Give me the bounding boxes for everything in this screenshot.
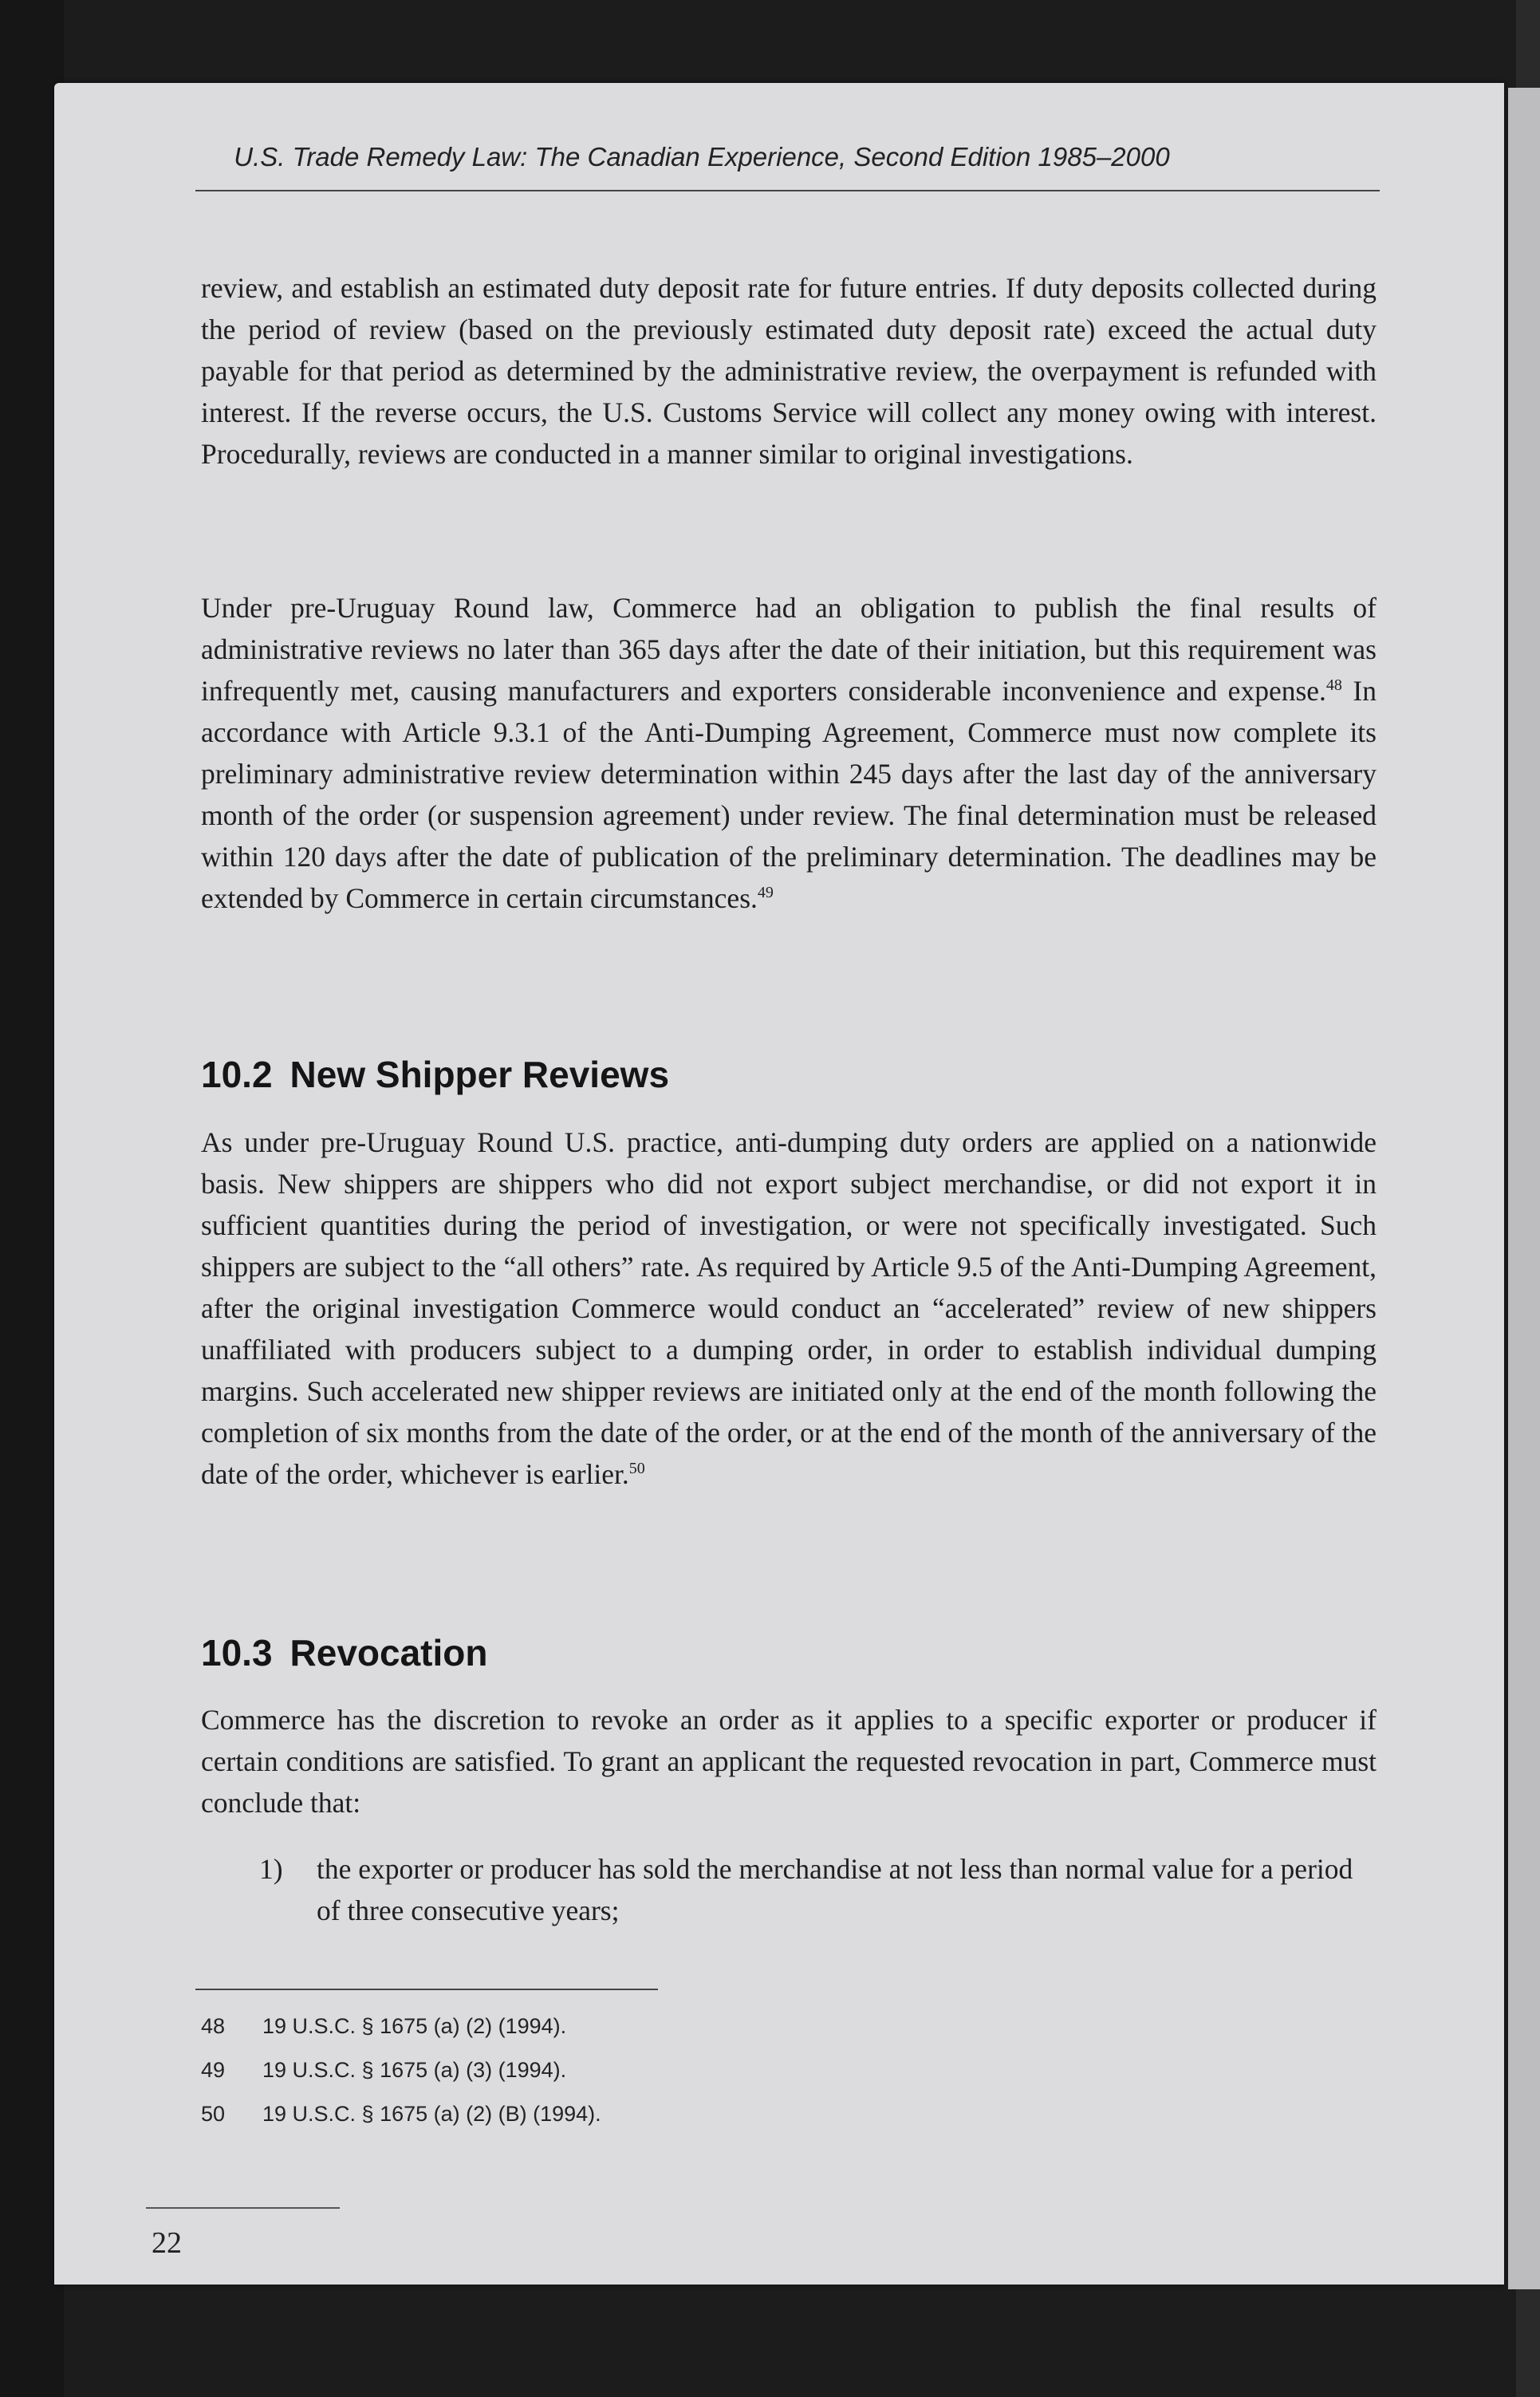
paragraph-text: As under pre-Uruguay Round U.S. practice, anti-dumping duty orders are applied on a nationwide basis. New shippers are shippers who did not export subject merchandise, or did not export it in sufficient quantities during the period of investigation, or were not specifically investigated. Such shippers are subject to the “all others” rate. As required by Article 9.5 of the Anti-Dumping Agreement, after the original investigation Commerce would conduct an “accelerated” review of new shippers unaffiliated with producers subject to a dumping order, in order to establish individual dumping margins. Such accelerated new shipper reviews are initiated only at the end of the month following the completion of six months from the date of the order, or at the end of the month of the anniversary of the date of the order, whichever is earlier.: [201, 1126, 1377, 1490]
section-title: Revocation: [289, 1632, 488, 1674]
section-number: 10.2: [201, 1054, 273, 1095]
footnote-text: 19 U.S.C. § 1675 (a) (3) (1994).: [262, 2058, 567, 2082]
paragraph-revocation: Commerce has the discretion to revoke an order as it applies to a specific exporter or producer if certain conditions are satisfied. To grant an applicant the requested revocation in part, Commerce must conclude that:: [201, 1704, 1377, 1819]
footnote-ref-50[interactable]: 50: [628, 1460, 645, 1478]
section-title: New Shipper Reviews: [289, 1054, 670, 1095]
footnote-number: 49: [201, 2058, 226, 2082]
section-heading-revocation: [201, 1631, 487, 1674]
footnote-ref-48[interactable]: 48: [1325, 676, 1342, 695]
paragraph-new-shippers: [201, 1122, 1377, 1495]
footnote-number: 48: [201, 2014, 226, 2038]
page-number-rule: [146, 2207, 340, 2209]
running-head: U.S. Trade Remedy Law: The Canadian Experience, Second Edition 1985–2000: [234, 142, 1170, 171]
footnote-text: 19 U.S.C. § 1675 (a) (2) (1994).: [262, 2014, 567, 2038]
running-head-rule: [195, 190, 1380, 191]
section-heading-new-shipper-reviews: [201, 1053, 669, 1096]
footnote-number: 50: [201, 2102, 226, 2126]
paragraph-review-deposit: review, and establish an estimated duty deposit rate for future entries. If duty deposits collected during the period of review (based on the previously estimated duty deposit rate) exceed the actual duty payable for that period as determined by the administrative review, the overpayment is refunded with interest. If the reverse occurs, the U.S. Customs Service will collect any money owing with interest. Procedurally, reviews are conducted in a manner similar to original investigations.: [201, 272, 1377, 470]
paragraph-text: In accordance with Article 9.3.1 of the Anti-Dumping Agreement, Commerce must now complete its preliminary administrative review determination within 245 days after the last day of the anniversary month of the order (or suspension agreement) under review. The final determination must be released within 120 days after the date of publication of the preliminary determination. The deadlines may be extended by Commerce in certain circumstances.: [201, 675, 1377, 914]
footnote-ref-49[interactable]: 49: [757, 884, 774, 902]
next-page-edge: [1508, 88, 1540, 2289]
list-text: the exporter or producer has sold the merchandise at not less than normal value for a period of three consecutive years;: [317, 1853, 1353, 1926]
footnote-rule: [195, 1989, 658, 1990]
paragraph-pre-uruguay-law: [201, 587, 1377, 919]
page-number: 22: [152, 2226, 182, 2260]
paragraph-text: Under pre-Uruguay Round law, Commerce had an obligation to publish the final results of administrative reviews no later than 365 days after the date of their initiation, but this requirement was infrequently met, causing manufacturers and exporters considerable inconvenience and expense.: [201, 592, 1377, 707]
list-number: 1): [259, 1853, 283, 1885]
footnote-text: 19 U.S.C. § 1675 (a) (2) (B) (1994).: [262, 2102, 601, 2126]
section-number: 10.3: [201, 1632, 273, 1674]
